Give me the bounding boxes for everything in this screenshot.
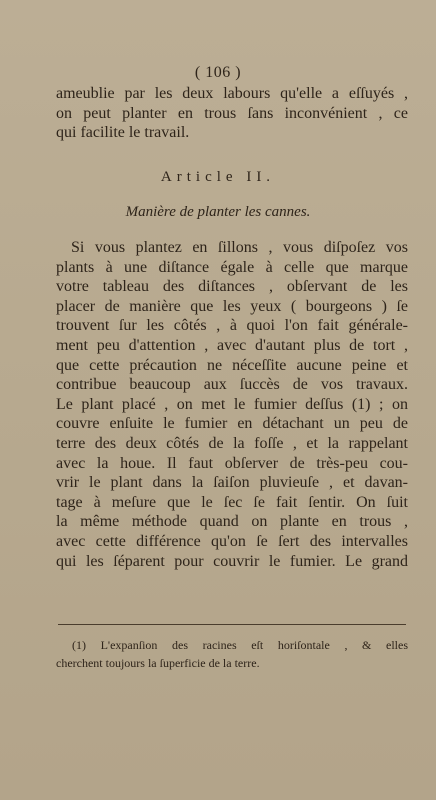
article-heading: Article II. xyxy=(160,169,276,185)
text-line: votre tableau des diſtances , obſervant de les xyxy=(56,278,408,296)
text-line: on peut planter en trous ſans inconvénient , ce xyxy=(56,104,408,122)
text-line: contribue beaucoup aux ſuccès de vos travaux. xyxy=(56,376,408,394)
text-line: plants à une diſtance égale à celle que marque xyxy=(56,258,408,276)
text-line: vrir le plant dans la ſaiſon pluvieuſe , et davan- xyxy=(56,474,408,492)
footnote-line: cherchent toujours la ſuperficie de la terre. xyxy=(56,656,260,670)
text-line: placer de manière que les yeux ( bourgeons ) ſe xyxy=(56,297,408,315)
footnote-divider xyxy=(58,624,406,625)
text-line: terre des deux côtés de la foſſe , et la rappelant xyxy=(56,434,408,452)
text-line: la même méthode quand on plante en trous , xyxy=(56,513,408,531)
footnote xyxy=(56,636,408,672)
footnote-line: (1) L'expanſion des racines eſt horiſontale , & elles xyxy=(72,638,408,652)
text-line: Si vous plantez en ſillons , vous diſpoſez vos xyxy=(71,239,408,256)
text-line: qui les ſéparent pour couvrir le fumier. Le grand xyxy=(56,552,408,570)
text-line: couvre enſuite le fumier en détachant un peu de xyxy=(56,415,408,433)
text-line: que cette précaution ne néceſſite aucune peine et xyxy=(56,356,408,374)
article-subtitle: Manière de planter les cannes. xyxy=(125,204,311,220)
text-line: qui facilite le travail. xyxy=(56,124,190,142)
text-line: avec cette différence qu'on ſe ſert des intervalles xyxy=(56,532,408,550)
body-paragraph xyxy=(56,238,408,571)
text-line: ameublie par les deux labours qu'elle a eſſuyés , xyxy=(56,85,408,102)
text-line: tage à meſure que le ſec ſe fait ſentir. On ſuit xyxy=(56,493,408,511)
page-number: ( 106 ) xyxy=(194,64,242,81)
text-line: ment peu d'attention , avec d'autant plus de tort , xyxy=(56,336,408,354)
text-line: Le plant placé , on met le fumier deſſus (1) ; on xyxy=(56,395,408,413)
text-line: trouvent ſur les côtés , à quoi l'on fait générale- xyxy=(56,317,408,335)
text-line: avec la houe. Il faut obſerver de très-peu cou- xyxy=(56,454,408,472)
intro-paragraph xyxy=(56,84,408,143)
